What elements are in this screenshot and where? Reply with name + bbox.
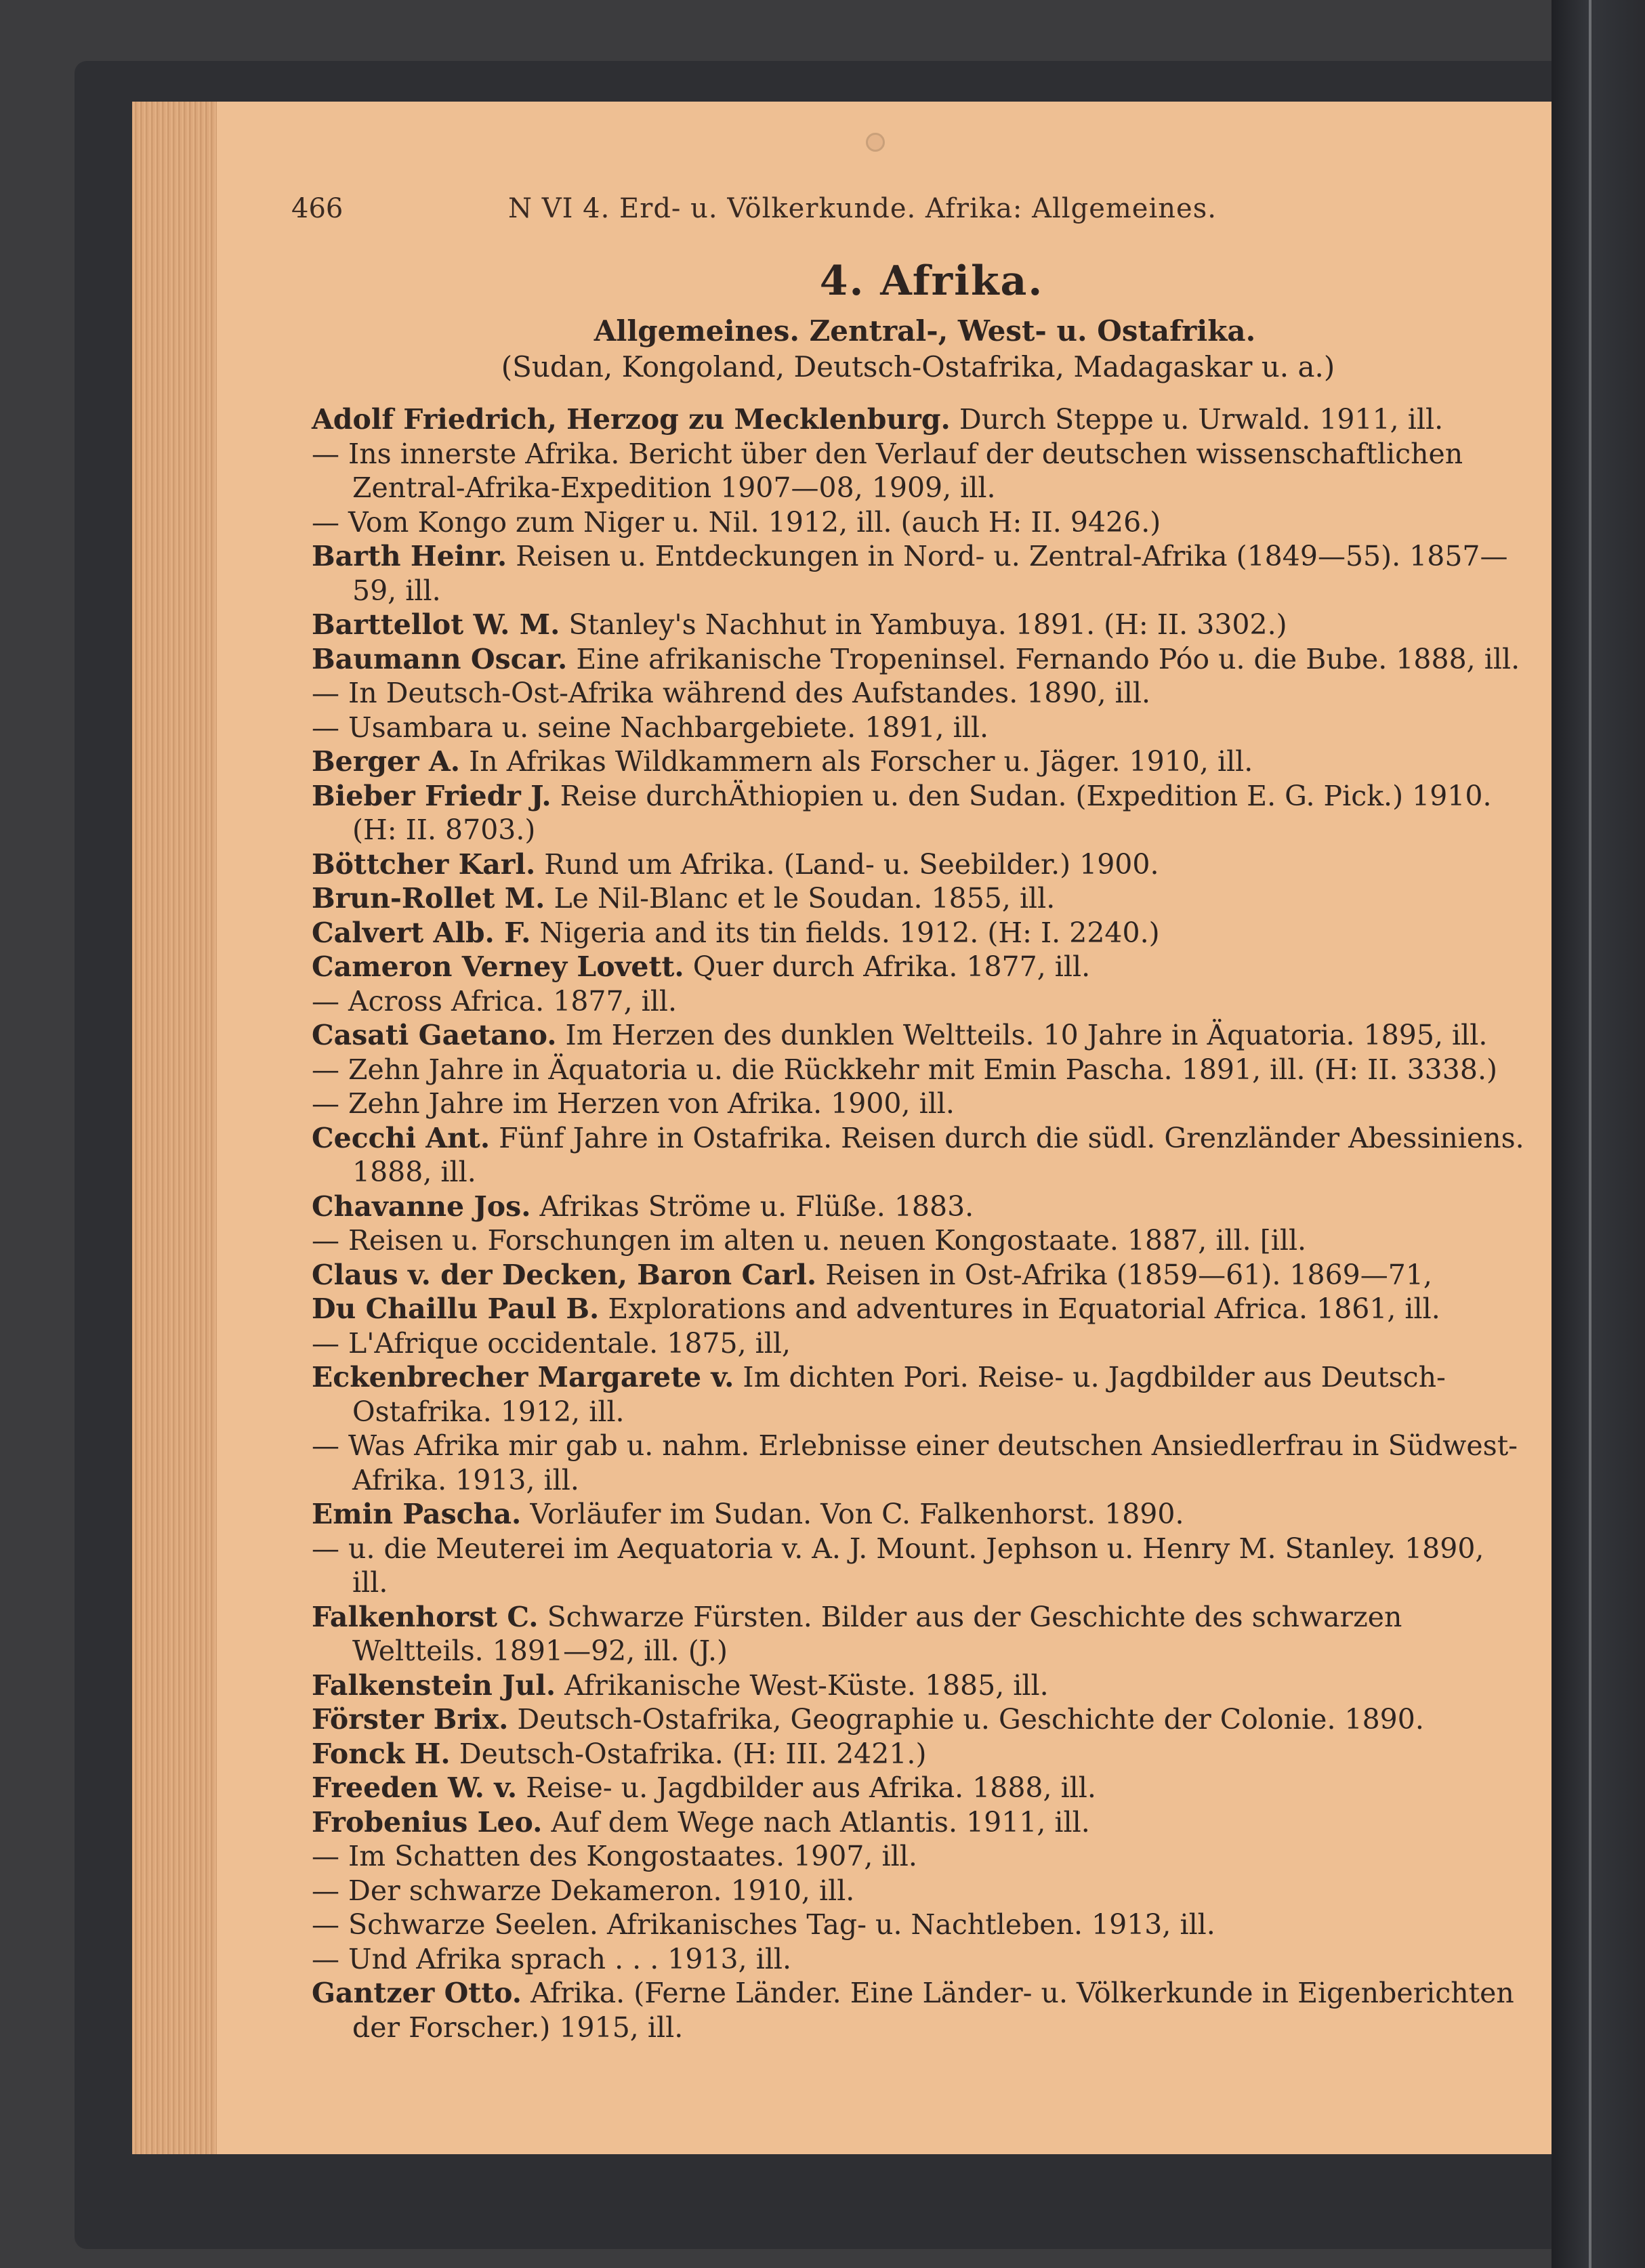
entry-text: — Im Schatten des Kongostaates. 1907, ill. [312,1840,917,1872]
section-heading: Allgemeines. Zentral-, West- u. Ostafrika. [594,314,1256,348]
entry-text: Reisen in Ost-Afrika (1859—61). 1869—71, [816,1258,1432,1291]
entry-text: Afrikas Ströme u. Flüße. 1883. [530,1190,974,1223]
entry-text: — Zehn Jahre in Äquatoria u. die Rückkehr mit Emin Pascha. 1891, ill. (H: II. 3338.) [312,1053,1497,1086]
entry-author: Barth Heinr. [312,540,507,572]
entry-author: Falkenstein Jul. [312,1668,556,1702]
bibliography-entry [312,437,1524,505]
bibliography-entry [312,1190,1524,1224]
bibliography-entry [312,1839,1524,1874]
entry-text: Explorations and adventures in Equatorial Africa. 1861, ill. [599,1293,1440,1325]
entry-text: — u. die Meuterei im Aequatoria v. A. J. Mount. Jephson u. Henry M. Stanley. 1890, ill. [312,1532,1493,1599]
entry-author: Brun-Rollet M. [312,882,545,915]
entry-author: Förster Brix. [312,1703,509,1736]
entry-text: — Ins innerste Afrika. Bericht über den Verlauf der deutschen wissenschaftlichen Zentral-Afrika-Expedition 1907—08, 1909, ill. [312,437,1472,504]
entry-text: Im dichten Pori. Reise- u. Jagdbilder aus Deutsch-Ostafrika. 1912, ill. [352,1361,1446,1428]
entry-text: Im Herzen des dunklen Weltteils. 10 Jahre in Äquatoria. 1895, ill. [556,1019,1488,1051]
bibliography-entry [312,1223,1524,1258]
bibliography-entry [312,711,1524,745]
entry-text: Vorläufer im Sudan. Von C. Falkenhorst. 1890. [521,1498,1184,1530]
entry-author: Calvert Alb. F. [312,916,531,949]
entry-text: — Schwarze Seelen. Afrikanisches Tag- u. Nachtleben. 1913, ill. [312,1908,1215,1941]
bibliography-entry [312,847,1524,882]
entry-text: Durch Steppe u. Urwald. 1911, ill. [950,403,1444,436]
bibliography-entry [312,1360,1524,1429]
punch-hole-icon [866,133,885,152]
entry-text: Schwarze Fürsten. Bilder aus der Geschichte des schwarzen Weltteils. 1891—92, ill. (J.) [352,1600,1411,1667]
entry-author: Chavanne Jos. [312,1190,531,1223]
section-regions: (Sudan, Kongoland, Deutsch-Ostafrika, Madagaskar u. a.) [501,350,1335,383]
bibliography-entry [312,1976,1524,2044]
entry-author: Claus v. der Decken, Baron Carl. [312,1258,817,1291]
entry-author: Bieber Friedr J. [312,779,551,812]
entry-text: — Usambara u. seine Nachbargebiete. 1891, ill. [312,711,988,744]
entry-text: Auf dem Wege nach Atlantis. 1911, ill. [542,1805,1090,1839]
bibliography-entry [312,505,1524,540]
bibliography-entry [312,744,1524,779]
bibliography-entry [312,1292,1524,1326]
bibliography-entry [312,402,1524,437]
bibliography-entry [312,1121,1533,1190]
entry-text: — Reisen u. Forschungen im alten u. neuen Kongostaate. 1887, ill. [ill. [312,1224,1307,1257]
entry-text: In Afrikas Wildkammern als Forscher u. Jäger. 1910, ill. [460,745,1253,778]
entry-author: Adolf Friedrich, Herzog zu Mecklenburg. [312,403,951,436]
entry-author: Du Chaillu Paul B. [312,1293,600,1325]
entry-author: Gantzer Otto. [312,1977,522,2009]
entry-author: Böttcher Karl. [312,847,536,881]
bibliography-entry [312,608,1524,642]
entry-text: — Zehn Jahre im Herzen von Afrika. 1900, ill. [312,1087,955,1120]
entry-author: Freeden W. v. [312,1771,518,1804]
entry-author: Casati Gaetano. [312,1019,557,1051]
entry-text: Quer durch Afrika. 1877, ill. [684,950,1091,983]
entry-text: Deutsch-Ostafrika, Geographie u. Geschichte der Colonie. 1890. [508,1703,1424,1736]
entry-author: Cecchi Ant. [312,1121,491,1154]
entry-author: Frobenius Leo. [312,1805,543,1839]
page-number: 466 [291,193,343,224]
bibliography-entry [312,984,1524,1019]
bibliography-entry [312,1908,1524,1942]
entry-text: — Across Africa. 1877, ill. [312,984,678,1017]
entry-text: — Und Afrika sprach . . . 1913, ill. [312,1942,792,1975]
bibliography-list [312,402,1533,2044]
bibliography-entry [312,1497,1524,1532]
entry-text: Reise- u. Jagdbilder aus Afrika. 1888, ill. [517,1771,1096,1804]
entry-text: Reisen u. Entdeckungen in Nord- u. Zentral-Afrika (1849—55). 1857—59, ill. [352,540,1508,607]
entry-author: Emin Pascha. [312,1498,522,1530]
bibliography-entry [312,676,1524,711]
entry-text: Le Nil-Blanc et le Soudan. 1855, ill. [545,882,1056,915]
bibliography-entry [312,1771,1524,1805]
chapter-heading: 4. Afrika. [819,257,1044,305]
entry-author: Berger A. [312,745,461,778]
entry-author: Barttellot W. M. [312,608,560,641]
entry-author: Falkenhorst C. [312,1600,539,1633]
bibliography-entry [312,1429,1524,1497]
entry-text: — L'Afrique occidentale. 1875, ill, [312,1326,791,1360]
bibliography-entry [312,881,1524,916]
entry-text: Deutsch-Ostafrika. (H: III. 2421.) [450,1737,927,1770]
bibliography-entry [312,779,1524,847]
bibliography-entry [312,642,1524,677]
bibliography-entry [312,1942,1524,1977]
entry-author: Fonck H. [312,1737,451,1770]
bibliography-entry [312,916,1524,950]
entry-text: Afrikanische West-Küste. 1885, ill. [556,1668,1049,1702]
entry-author: Eckenbrecher Margarete v. [312,1361,734,1393]
bibliography-entry [312,1258,1524,1293]
book-gutter [1552,0,1645,2268]
entry-text: Fünf Jahre in Ostafrika. Reisen durch die südl. Grenzländer Abessiniens. 1888, ill. [352,1121,1533,1188]
bibliography-entry [312,1326,1524,1361]
bibliography-entry [312,950,1524,984]
entry-text: — Was Afrika mir gab u. nahm. Erlebnisse einer deutschen Ansiedlerfrau in Südwest-Afrika. 1913, ill. [312,1429,1518,1496]
page-edges [132,102,227,2154]
entry-text: Afrika. (Ferne Länder. Eine Länder- u. Völkerkunde in Eigenberichten der Forscher.) 1915, ill. [352,1977,1523,2044]
page-text [312,257,1533,2044]
entry-text: Reise durchÄthiopien u. den Sudan. (Expedition E. G. Pick.) 1910. (H: II. 8703.) [352,779,1501,846]
bibliography-entry [312,1737,1524,1771]
bibliography-entry [312,539,1524,608]
bibliography-entry [312,1668,1524,1703]
entry-author: Cameron Verney Lovett. [312,950,684,983]
bibliography-entry [312,1805,1524,1840]
bibliography-entry [312,1532,1524,1600]
entry-author: Baumann Oscar. [312,642,568,675]
entry-text: Rund um Afrika. (Land- u. Seebilder.) 1900. [535,847,1159,881]
running-title: N VI 4. Erd- u. Völkerkunde. Afrika: Allgemeines. [508,193,1217,224]
bibliography-entry [312,1874,1524,1908]
bibliography-entry [312,1053,1524,1087]
entry-text: — In Deutsch-Ost-Afrika während des Aufstandes. 1890, ill. [312,677,1151,709]
entry-text: — Vom Kongo zum Niger u. Nil. 1912, ill. (auch H: II. 9426.) [312,505,1161,539]
bibliography-entry [312,1702,1524,1737]
entry-text: Nigeria and its tin fields. 1912. (H: I. 2240.) [530,916,1160,949]
entry-text: — Der schwarze Dekameron. 1910, ill. [312,1874,855,1907]
gutter-line [1589,0,1591,2268]
bibliography-entry [312,1087,1524,1121]
entry-text: Stanley's Nachhut in Yambuya. 1891. (H: II. 3302.) [560,608,1287,641]
bibliography-entry [312,1600,1524,1668]
bibliography-entry [312,1018,1524,1053]
entry-text: Eine afrikanische Tropeninsel. Fernando Póo u. die Bube. 1888, ill. [567,642,1520,675]
